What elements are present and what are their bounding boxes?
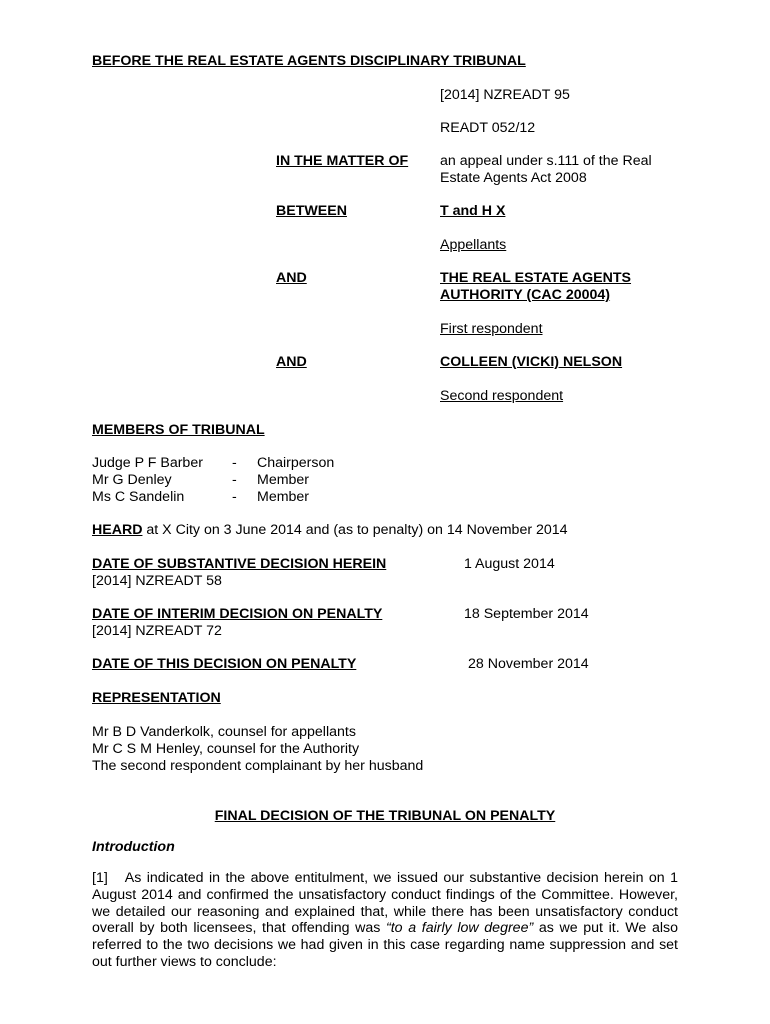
and-label-2: AND: [276, 354, 307, 370]
first-respondent-line-1: THE REAL ESTATE AGENTS: [440, 270, 632, 286]
member-role: Member: [257, 472, 310, 488]
matter-line-2: Estate Agents Act 2008: [440, 170, 587, 186]
members-heading: MEMBERS OF TRIBUNAL: [92, 422, 265, 438]
interim-date: 18 September 2014: [464, 606, 589, 622]
first-respondent-line-2: AUTHORITY (CAC 20004): [440, 287, 611, 303]
between-label: BETWEEN: [276, 203, 347, 219]
appellant-name: T and H X: [440, 203, 506, 219]
paragraph-text: As indicated in the above entitulment, we issued our substantive decision herein on 1 August 2014 and confirmed the unsatisfactory conduct findings of the Committee. However, we detailed our reasoning and explained that, while there has been unsatisfactory conduct overall by both licensees, that offending was: [92, 870, 678, 937]
first-respondent-role: First respondent: [440, 321, 543, 337]
heard-label: HEARD: [92, 522, 143, 538]
member-name: Judge P F Barber: [92, 455, 203, 471]
member-name: Mr G Denley: [92, 472, 172, 488]
and-label-1: AND: [276, 270, 307, 286]
paragraph-quote: “to a fairly low degree”: [386, 920, 534, 937]
representation-line: Mr B D Vanderkolk, counsel for appellants: [92, 724, 356, 740]
matter-label: IN THE MATTER OF: [276, 153, 409, 169]
paragraph-number: [1]: [92, 870, 108, 886]
representation-line: Mr C S M Henley, counsel for the Authority: [92, 741, 360, 757]
representation-line: The second respondent complainant by her husband: [92, 758, 424, 774]
member-dash: -: [232, 472, 237, 488]
tribunal-heading: BEFORE THE REAL ESTATE AGENTS DISCIPLINARY TRIBUNAL: [92, 53, 526, 69]
member-role: Member: [257, 489, 310, 505]
substantive-citation: [2014] NZREADT 58: [92, 573, 222, 589]
interim-citation: [2014] NZREADT 72: [92, 623, 222, 639]
member-dash: -: [232, 455, 237, 471]
heard-line: [92, 522, 568, 539]
substantive-date: 1 August 2014: [464, 556, 555, 572]
file-number: READT 052/12: [440, 120, 536, 136]
second-respondent-role: Second respondent: [440, 388, 564, 404]
decision-title: FINAL DECISION OF THE TRIBUNAL ON PENALTY: [214, 808, 556, 824]
introduction-heading: Introduction: [92, 839, 175, 855]
substantive-date-label: DATE OF SUBSTANTIVE DECISION HEREIN: [92, 556, 387, 572]
member-name: Ms C Sandelin: [92, 489, 185, 505]
interim-date-label: DATE OF INTERIM DECISION ON PENALTY: [92, 606, 383, 622]
matter-line-1: an appeal under s.111 of the Real: [440, 153, 652, 169]
member-dash: -: [232, 489, 237, 505]
this-decision-date-label: DATE OF THIS DECISION ON PENALTY: [92, 656, 357, 672]
heard-text: at X City on 3 June 2014 and (as to penalty) on 14 November 2014: [142, 522, 568, 538]
appellant-role: Appellants: [440, 237, 507, 253]
member-role: Chairperson: [257, 455, 335, 471]
citation: [2014] NZREADT 95: [440, 87, 570, 103]
second-respondent-name: COLLEEN (VICKI) NELSON: [440, 354, 623, 370]
this-decision-date: 28 November 2014: [468, 656, 589, 672]
representation-heading: REPRESENTATION: [92, 690, 221, 706]
paragraph-1: [92, 870, 678, 971]
paragraph-text-continued: as we put it. We also referred to the two decisions we had given in this case regarding name suppression and set out further views to conclude:: [92, 920, 678, 970]
